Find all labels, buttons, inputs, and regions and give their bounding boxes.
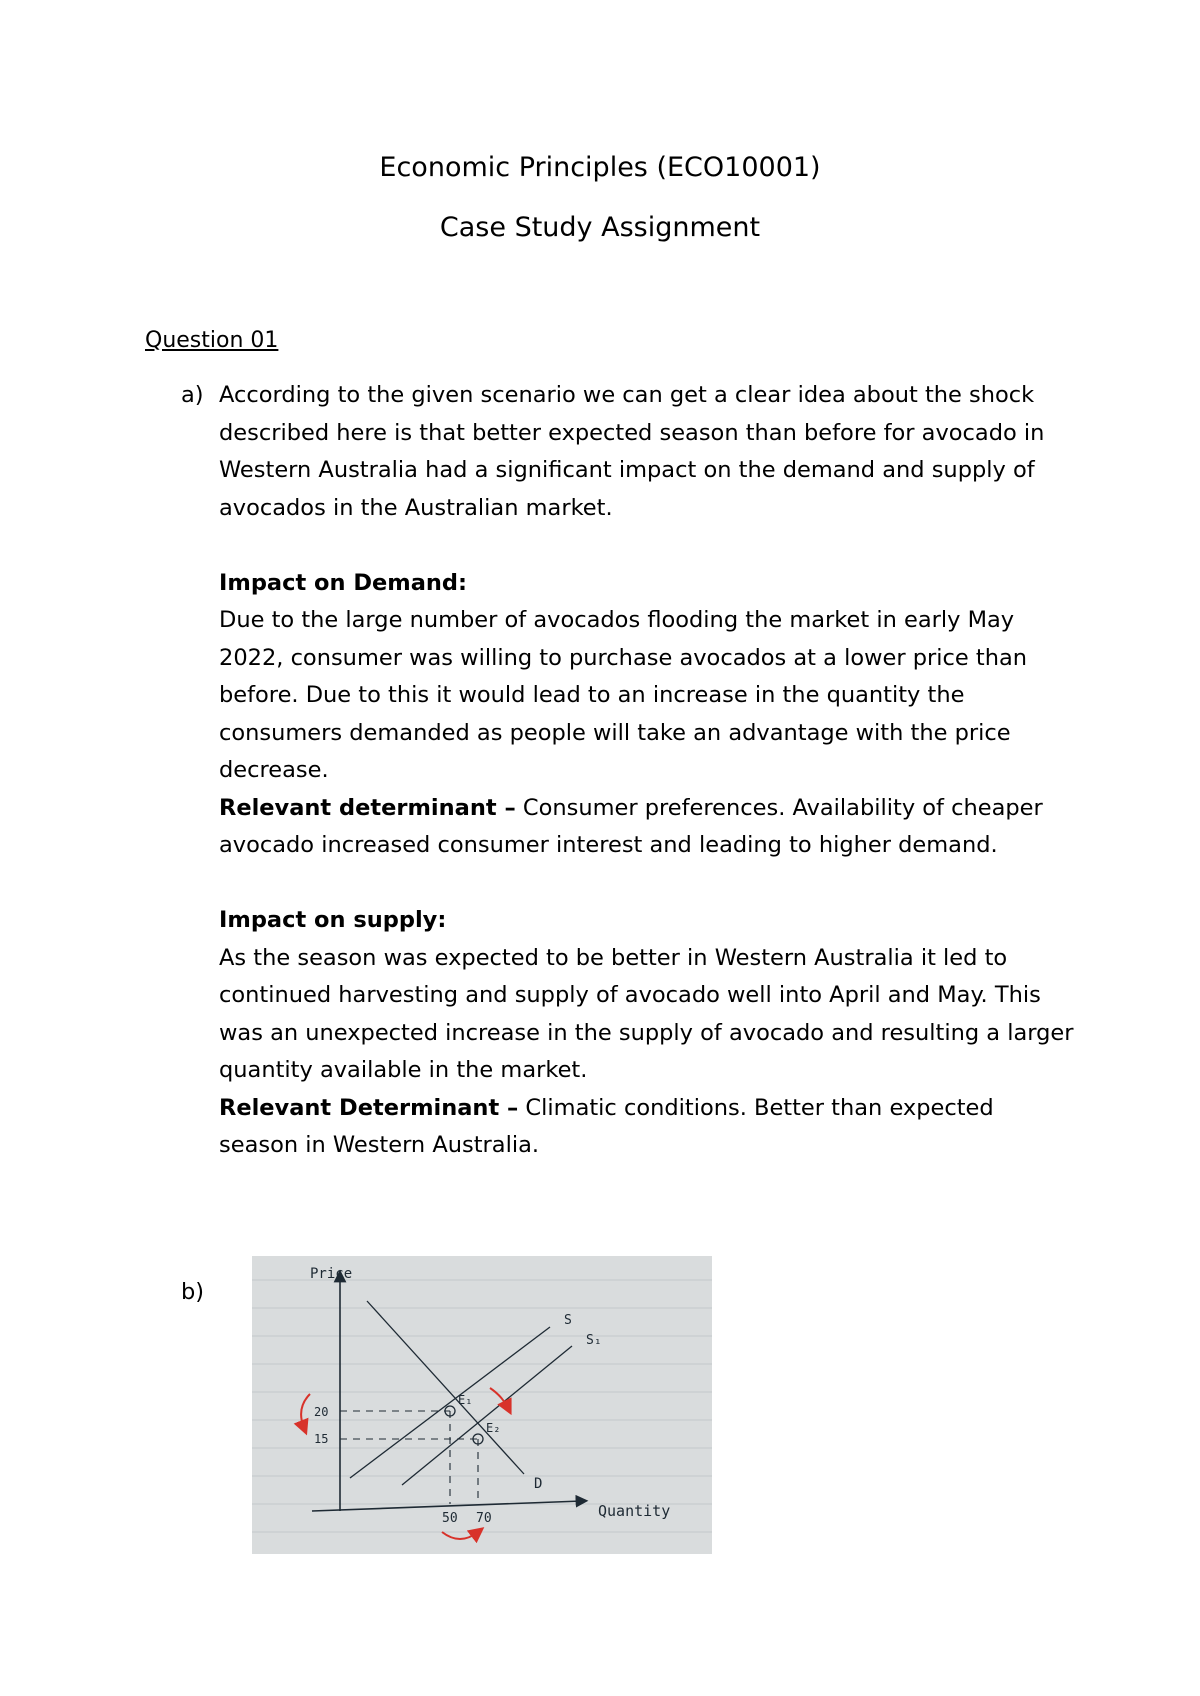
tick-quantity-50: 50 [442, 1511, 458, 1526]
supply-determinant [219, 1090, 1079, 1165]
label-e1: E₁ [458, 1393, 473, 1407]
supply-determinant-label: Relevant Determinant – [219, 1094, 519, 1121]
label-d: D [534, 1476, 543, 1492]
demand-determinant-label: Relevant determinant – [219, 794, 516, 821]
label-e2: E₂ [486, 1421, 501, 1435]
y-axis-label: Price [310, 1266, 353, 1282]
x-axis [312, 1501, 582, 1511]
part-b-label: b) [181, 1279, 205, 1305]
label-s1: S₁ [586, 1333, 602, 1348]
supply-demand-figure [252, 1256, 712, 1554]
part-a-intro: According to the given scenario we can get a clear idea about the shock described here is that better expected season than before for avocado in Western Australia had a significant impact on the demand and supply of avocados in the Australian market. [219, 382, 1045, 521]
x-axis-label: Quantity [598, 1502, 671, 1520]
supply-determinant-text: Climatic conditions. Better than expected season in Western Australia. [219, 1094, 994, 1158]
tick-quantity-70: 70 [476, 1511, 492, 1526]
tick-price-20: 20 [314, 1405, 329, 1419]
demand-determinant-text: Consumer preferences. Availability of cheaper avocado increased consumer interest and leading to higher demand. [219, 794, 1043, 858]
supply-demand-chart [252, 1256, 712, 1554]
demand-determinant [219, 790, 1079, 865]
tick-price-15: 15 [314, 1432, 329, 1446]
price-fall-arrow [301, 1394, 310, 1428]
quantity-rise-arrow [442, 1532, 478, 1539]
demand-text: Due to the large number of avocados flooding the market in early May 2022, consumer was willing to purchase avocados at a lower price than before. Due to this it would lead to an increase in the quantity the consumers demanded as people will take an advantage with the price decrease. [219, 607, 1028, 783]
document-subtitle: Case Study Assignment [439, 212, 761, 243]
document-title: Economic Principles (ECO10001) [379, 152, 821, 183]
label-s: S [564, 1313, 572, 1328]
part-a-body [219, 377, 1079, 1165]
question-heading: Question 01 [145, 328, 279, 353]
part-a-label: a) [181, 382, 204, 408]
demand-heading: Impact on Demand: [219, 569, 468, 596]
supply-text: As the season was expected to be better in Western Australia it led to continued harvesting and supply of avocado well into April and May. This was an unexpected increase in the supply of avocado and resulting a larger quantity available in the market. [219, 944, 1074, 1083]
supply-heading: Impact on supply: [219, 907, 447, 933]
